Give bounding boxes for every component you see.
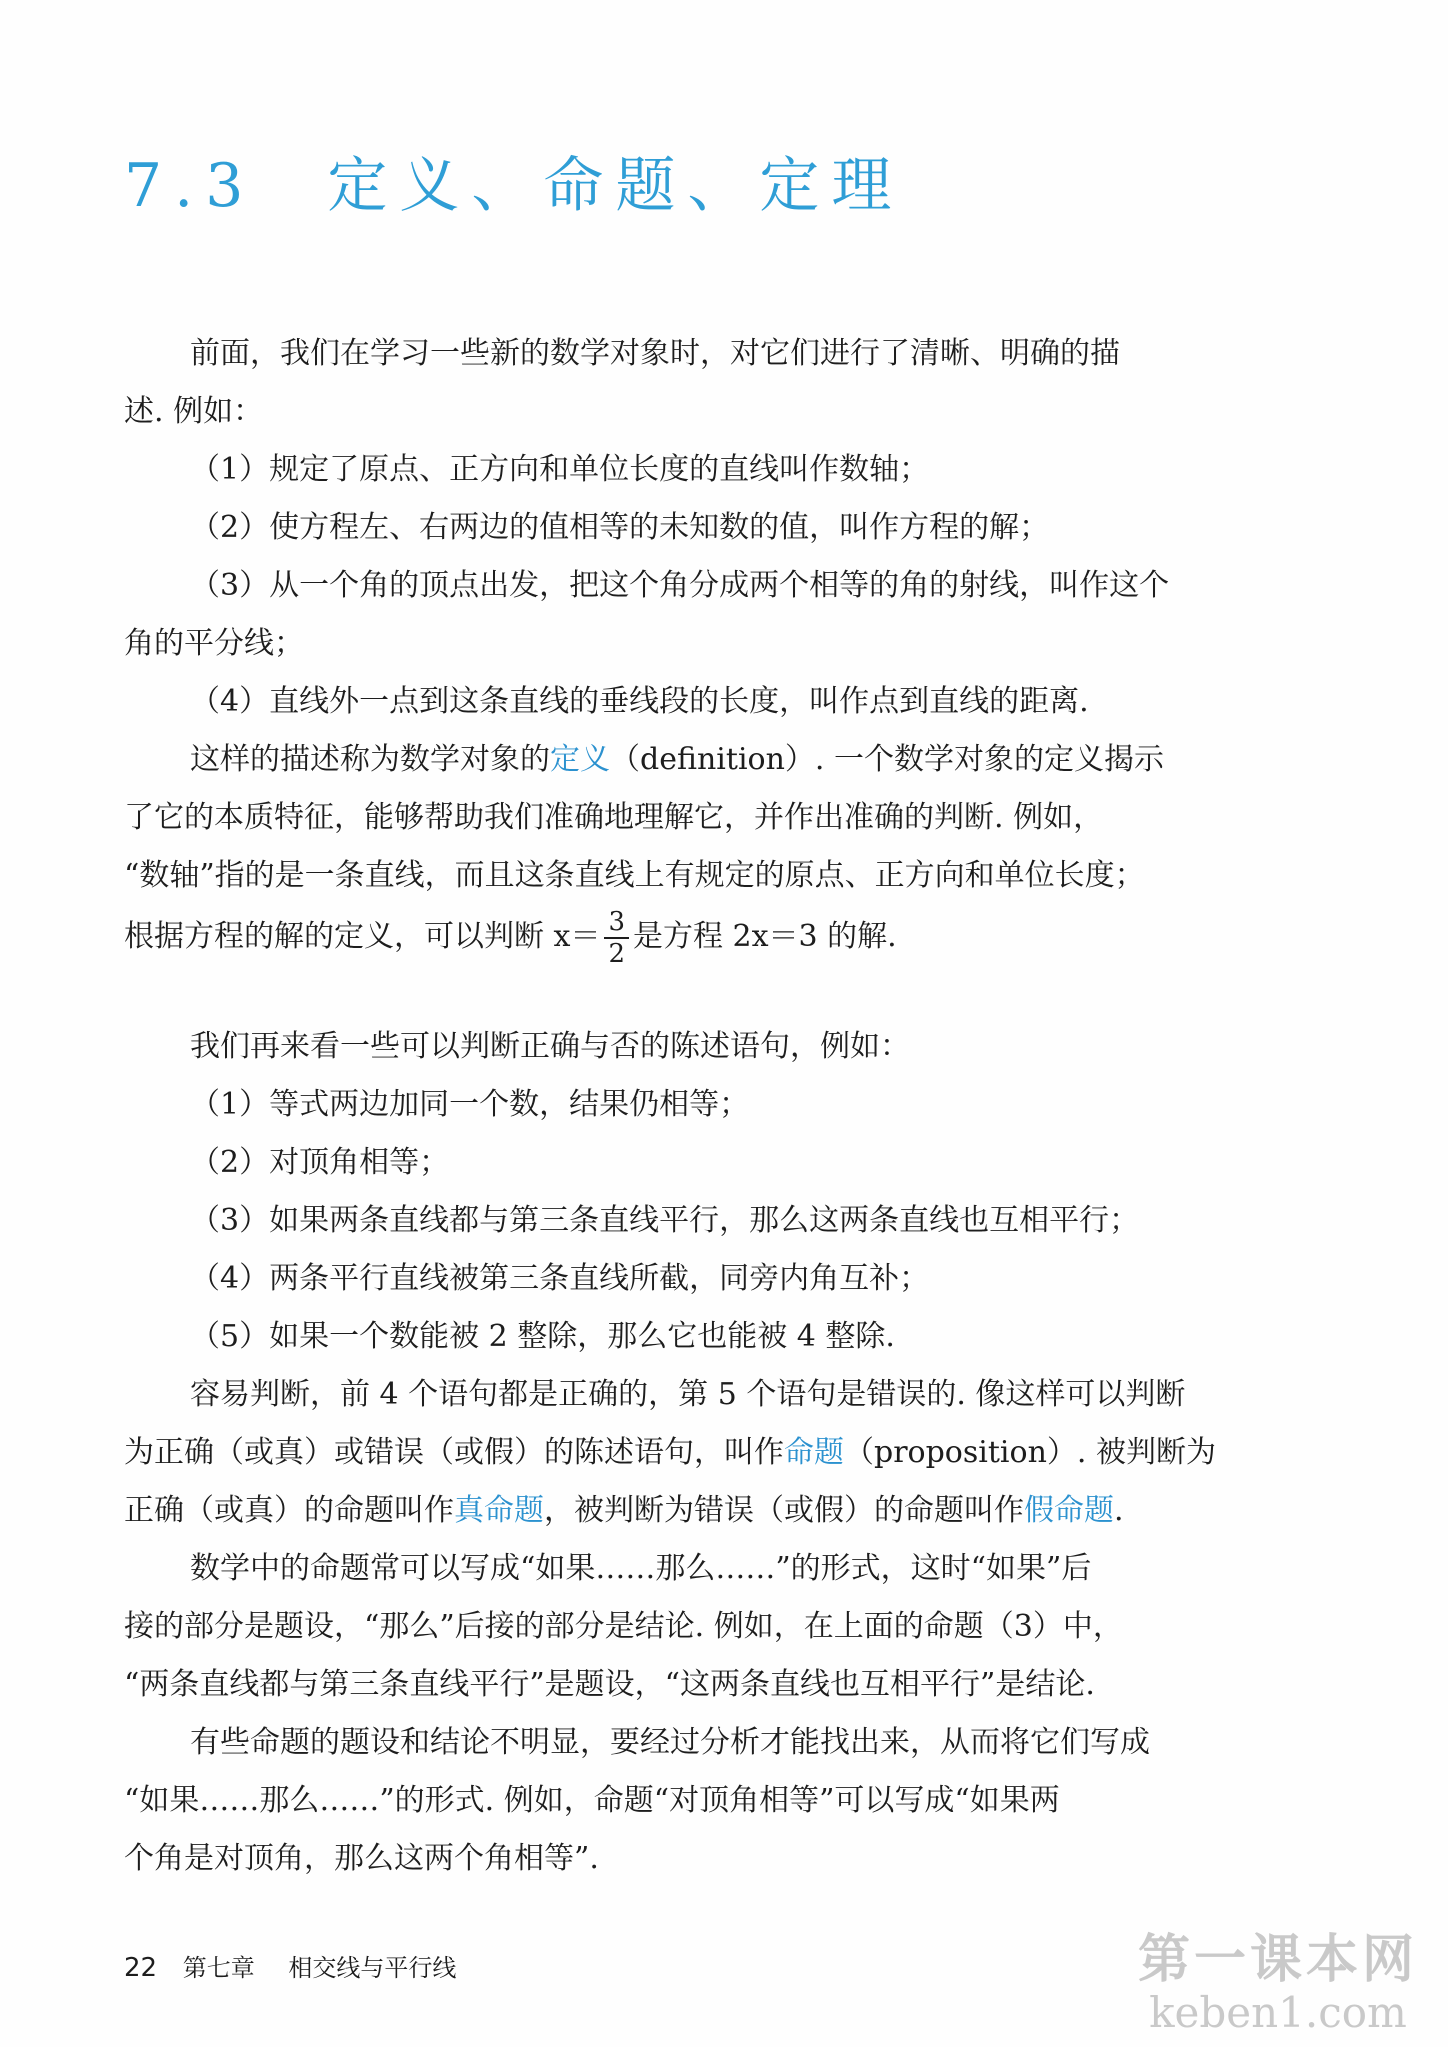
statement-3: （3）如果两条直线都与第三条直线平行，那么这两条直线也互相平行； [190, 1203, 1140, 1238]
paragraph-line [124, 1482, 1274, 1540]
statement-4: （4）两条平行直线被第三条直线所截，同旁内角互补； [190, 1261, 930, 1296]
section-title: 7.3 定义、命题、定理 [124, 151, 904, 221]
definition-example-3: （3）从一个角的顶点出发，把这个角分成两个相等的角的射线，叫作这个 [190, 568, 1170, 603]
term-definition: 定义 [550, 742, 610, 777]
paragraph-line: “数轴”指的是一条直线，而且这条直线上有规定的原点、正方向和单位长度； [124, 858, 1145, 893]
fraction-denominator: 2 [608, 939, 626, 969]
paragraph-line [124, 902, 1274, 972]
body-block-2 [124, 1018, 1274, 1888]
chapter-title: 相交线与平行线 [288, 1954, 457, 1982]
fraction-numerator: 3 [604, 907, 629, 939]
watermark-text: 第一课本网 [1137, 1929, 1418, 1990]
paragraph-line: 数学中的命题常可以写成“如果……那么……”的形式，这时“如果”后 [190, 1551, 1092, 1586]
text-run: 正确（或真）的命题叫作 [124, 1493, 454, 1528]
text-run: 这样的描述称为数学对象的 [190, 742, 550, 777]
paragraph-line: 我们再来看一些可以判断正确与否的陈述语句，例如： [190, 1029, 910, 1064]
statement-5: （5）如果一个数能被 2 整除，那么它也能被 4 整除. [190, 1319, 895, 1354]
text-run: 根据方程的解的定义，可以判断 x＝ [124, 919, 601, 954]
paragraph-line: 有些命题的题设和结论不明显，要经过分析才能找出来，从而将它们写成 [190, 1725, 1150, 1760]
page-footer [124, 1948, 456, 1983]
paragraph-line [124, 1424, 1274, 1482]
paragraph-line: 前面，我们在学习一些新的数学对象时，对它们进行了清晰、明确的描 [190, 336, 1120, 371]
paragraph-line: “两条直线都与第三条直线平行”是题设，“这两条直线也互相平行”是结论. [124, 1667, 1095, 1702]
term-proposition: 命题 [784, 1435, 844, 1470]
term-true-proposition: 真命题 [454, 1493, 544, 1528]
definition-example-2: （2）使方程左、右两边的值相等的未知数的值，叫作方程的解； [190, 510, 1050, 545]
paragraph-line: 了它的本质特征，能够帮助我们准确地理解它，并作出准确的判断. 例如， [124, 800, 1104, 835]
text-run: （proposition）. 被判断为 [844, 1435, 1216, 1470]
term-false-proposition: 假命题 [1024, 1493, 1114, 1528]
paragraph-line: 个角是对顶角，那么这两个角相等”. [124, 1841, 599, 1876]
definition-example-3-cont: 角的平分线； [124, 626, 304, 661]
statement-1: （1）等式两边加同一个数，结果仍相等； [190, 1087, 750, 1122]
text-run: ，被判断为错误（或假）的命题叫作 [544, 1493, 1024, 1528]
definition-example-1: （1）规定了原点、正方向和单位长度的直线叫作数轴； [190, 452, 930, 487]
paragraph-line: 述. 例如： [124, 394, 264, 429]
paragraph-line: 容易判断，前 4 个语句都是正确的，第 5 个语句是错误的. 像这样可以判断 [190, 1377, 1186, 1412]
paragraph-line: 接的部分是题设，“那么”后接的部分是结论. 例如，在上面的命题（3）中， [124, 1609, 1123, 1644]
statement-2: （2）对顶角相等； [190, 1145, 450, 1180]
text-run: . [1114, 1493, 1124, 1528]
body-block-1 [124, 325, 1274, 905]
fraction [604, 907, 629, 969]
text-run: （definition）. 一个数学对象的定义揭示 [610, 742, 1164, 777]
watermark-url: keben1.com [1149, 1988, 1407, 2037]
paragraph-line [124, 731, 1274, 789]
page-number: 22 [124, 1953, 158, 1983]
chapter-label: 第七章 [182, 1954, 255, 1982]
text-run: 是方程 2x＝3 的解. [633, 919, 897, 954]
watermark [1138, 1930, 1418, 2036]
definition-example-4: （4）直线外一点到这条直线的垂线段的长度，叫作点到直线的距离. [190, 684, 1089, 719]
fraction-line-block [124, 902, 1274, 972]
text-run: 为正确（或真）或错误（或假）的陈述语句，叫作 [124, 1435, 784, 1470]
paragraph-line: “如果……那么……”的形式. 例如，命题“对顶角相等”可以写成“如果两 [124, 1783, 1060, 1818]
